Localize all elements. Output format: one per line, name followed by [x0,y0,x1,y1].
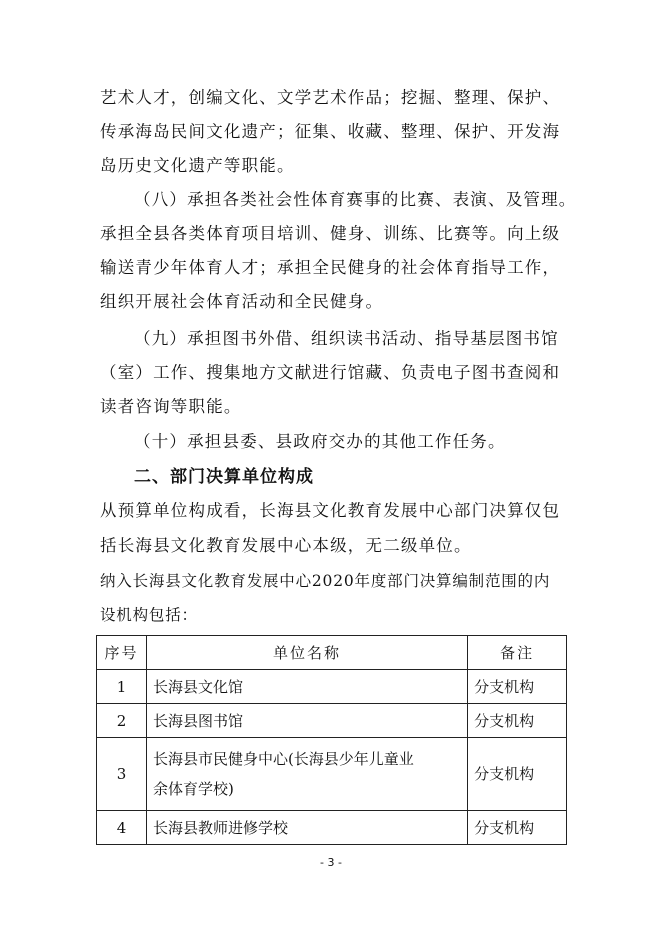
paragraph-line: （室）工作、搜集地方文献进行馆藏、负责电子图书查阅和 [100,363,561,382]
table-row [97,738,567,811]
table-header-row [97,636,567,670]
header-note: 备注 [468,636,567,670]
cell-note: 分支机构 [468,811,567,845]
table-row [97,704,567,738]
table-row [97,670,567,704]
header-no: 序号 [97,636,147,670]
paragraph-line: 设机构包括： [100,606,198,624]
paragraph-line: （九）承担图书外借、组织读书活动、指导基层图书馆 [134,329,559,348]
cell-name-line: 长海县市民健身中心(长海县少年儿童业 [152,750,414,768]
unit-table [96,635,567,845]
paragraph-line: 艺术人才，创编文化、文学艺术作品；挖掘、整理、保护、 [100,88,561,107]
cell-no: 2 [97,704,147,738]
cell-note: 分支机构 [468,704,567,738]
section-heading: 二、部门决算单位构成 [134,467,314,487]
paragraph-line: 纳入长海县文化教育发展中心2020年度部门决算编制范围的内 [100,572,551,590]
cell-note: 分支机构 [468,670,567,704]
paragraph-line: 括长海县文化教育发展中心本级，无二级单位。 [100,536,472,555]
paragraph-line: 读者咨询等职能。 [100,397,242,416]
cell-no: 1 [97,670,147,704]
header-name: 单位名称 [146,636,467,670]
paragraph-line: （八）承担各类社会性体育赛事的比赛、表演、及管理。 [134,190,577,209]
paragraph-line: （十）承担县委、县政府交办的其他工作任务。 [134,432,506,451]
paragraph-line: 岛历史文化遗产等职能。 [100,156,295,175]
table-row [97,811,567,845]
cell-name [146,738,467,811]
cell-note: 分支机构 [468,738,567,811]
cell-no: 3 [97,738,147,811]
cell-name: 长海县教师进修学校 [146,811,467,845]
cell-name-line: 余体育学校) [152,780,234,798]
paragraph-line: 输送青少年体育人才；承担全民健身的社会体育指导工作， [100,258,561,277]
paragraph-line: 从预算单位构成看，长海县文化教育发展中心部门决算仅包 [100,501,561,520]
paragraph-line: 组织开展社会体育活动和全民健身。 [100,292,384,311]
cell-no: 4 [97,811,147,845]
cell-name: 长海县文化馆 [146,670,467,704]
paragraph-line: 传承海岛民间文化遗产；征集、收藏、整理、保护、开发海 [100,122,561,141]
cell-name: 长海县图书馆 [146,704,467,738]
page-number: - 3 - [320,856,342,869]
paragraph-line: 承担全县各类体育项目培训、健身、训练、比赛等。向上级 [100,224,561,243]
